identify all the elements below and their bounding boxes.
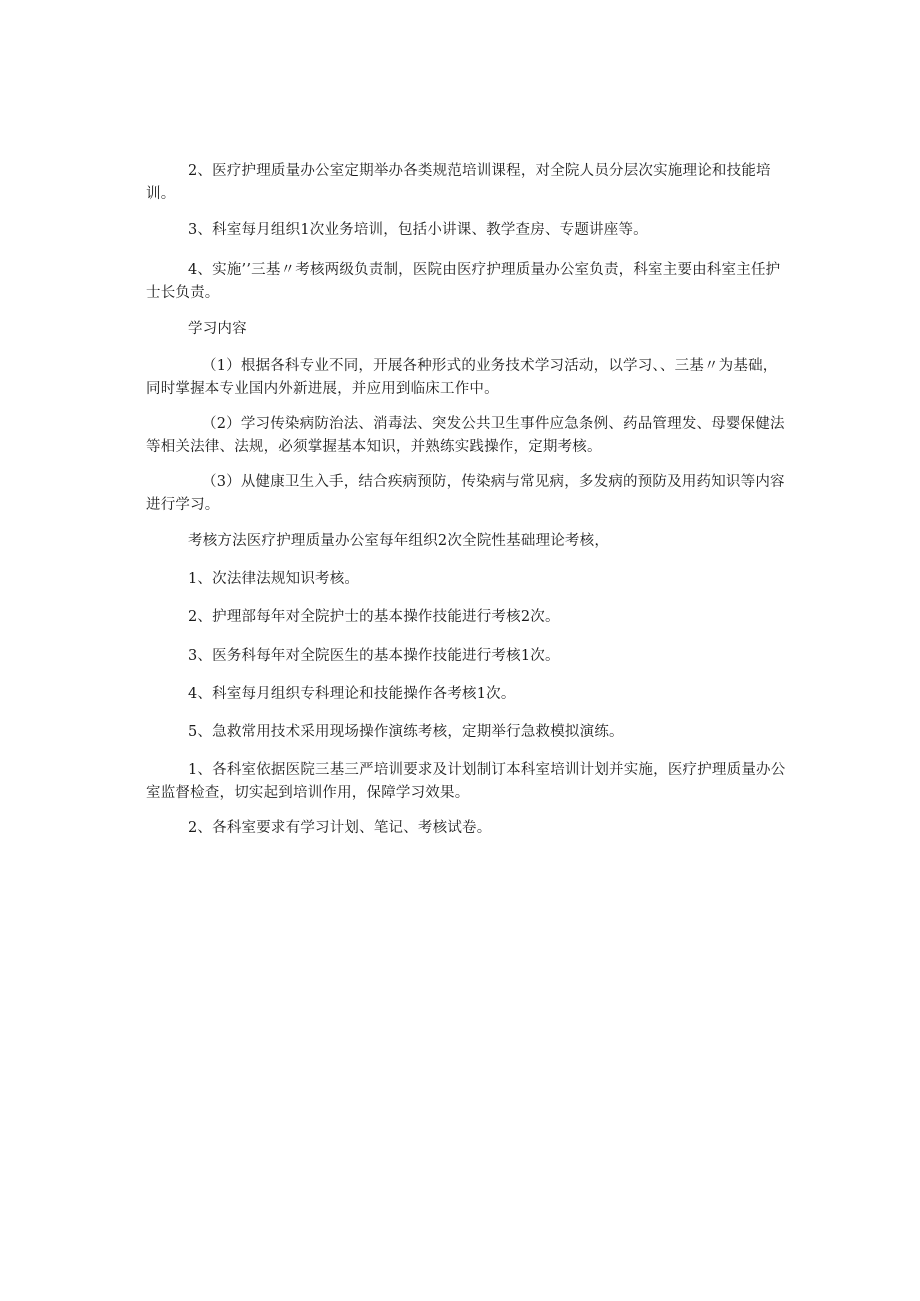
- paragraph-study-item-1: （1）根据各科专业不同，开展各种形式的业务技术学习活动，以学习、、三基〃为基础，同时掌握本专业国内外新进展，并应用到临床工作中。: [146, 358, 778, 397]
- paragraph-assessment-4: 4、科室每月组织专科理论和技能操作各考核1次。: [188, 686, 516, 702]
- paragraph-requirement-2: 2、各科室要求有学习计划、笔记、考核试卷。: [188, 820, 492, 836]
- paragraph-requirement-1: 1、各科室依据医院三基三严培训要求及计划制订本科室培训计划并实施，医疗护理质量办公室监督检查，切实起到培训作用，保障学习效果。: [146, 762, 786, 801]
- paragraph-assessment-method: 考核方法医疗护理质量办公室每年组织2次全院性基础理论考核，: [188, 533, 610, 549]
- paragraph-study-item-2: （2）学习传染病防治法、消毒法、突发公共卫生事件应急条例、药品管理发、母婴保健法等相关法律、法规，必须掌握基本知识，并熟练实践操作，定期考核。: [146, 416, 785, 455]
- paragraph-assessment-5: 5、急救常用技术采用现场操作演练考核，定期举行急救模拟演练。: [188, 724, 624, 740]
- paragraph-assessment-1: 1、次法律法规知识考核。: [188, 571, 360, 587]
- section-heading-study-content: 学习内容: [188, 321, 247, 337]
- paragraph-assessment-3: 3、医务科每年对全院医生的基本操作技能进行考核1次。: [188, 648, 560, 664]
- paragraph-monthly-training: 3、科室每月组织1次业务培训，包括小讲课、教学查房、专题讲座等。: [188, 222, 648, 238]
- paragraph-training-courses: 2、医疗护理质量办公室定期举办各类规范培训课程，对全院人员分层次实施理论和技能培训。: [146, 163, 771, 202]
- paragraph-assessment-2: 2、护理部每年对全院护士的基本操作技能进行考核2次。: [188, 609, 560, 625]
- paragraph-responsibility: 4、实施’’三基〃考核两级负责制，医院由医疗护理质量办公室负责，科室主要由科室主任护士长负责。: [146, 262, 781, 301]
- paragraph-study-item-3: （3）从健康卫生入手，结合疾病预防，传染病与常见病，多发病的预防及用药知识等内容进行学习。: [146, 474, 785, 513]
